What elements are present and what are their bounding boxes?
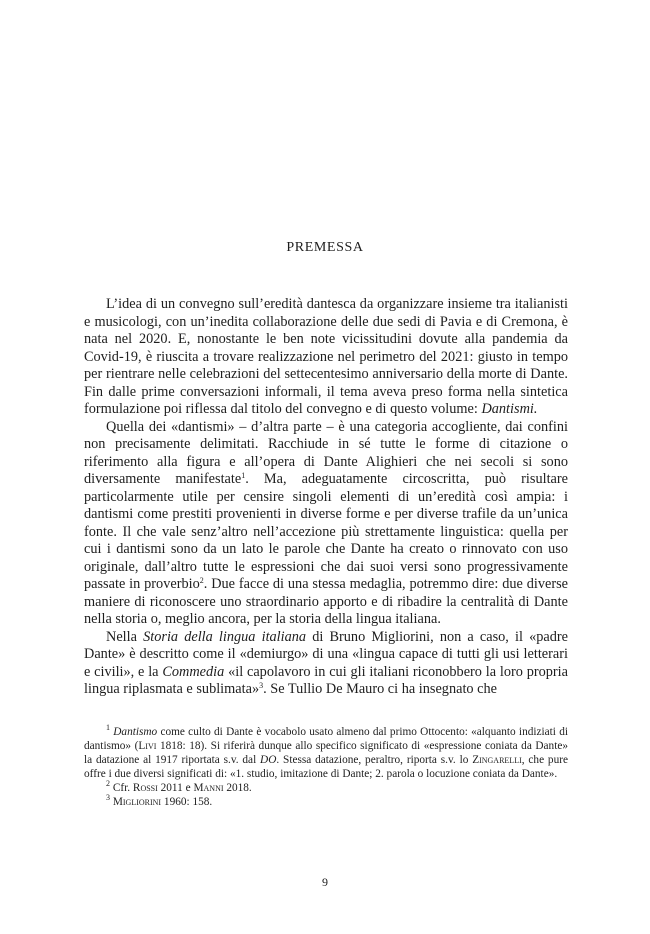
text-run: «il capolavoro in cui gli italiani riconobbero la loro propria lingua riplasmata e sublimata»: [84, 663, 568, 697]
footnote-2: [84, 781, 568, 795]
text-run: Cfr.: [110, 782, 133, 794]
paragraph-2: [84, 419, 568, 629]
text-run: Dantismo: [113, 726, 158, 738]
text-run: Manni: [193, 782, 224, 794]
text-run: Commedia: [162, 663, 225, 680]
text-run: Nella: [106, 628, 144, 645]
text-run: 2018.: [223, 782, 252, 794]
footnote-ref: 2: [199, 576, 204, 585]
text-run: 2011 e: [157, 782, 194, 794]
text-run: Storia della lingua italiana: [143, 628, 307, 645]
text-run: Livi: [138, 740, 157, 752]
paragraph-3: [84, 629, 568, 699]
text-run: Dantismi.: [481, 401, 538, 417]
main-text: [84, 296, 568, 699]
text-run: di Bruno Migliorini, non a caso, il «padre Dante» è descritto come il «demiurgo» di una «lingua capace di tutti gli usi letterari e civili», e la: [84, 628, 568, 680]
footnote-ref: 2: [106, 779, 110, 788]
paragraph-1: [84, 296, 568, 419]
text-run: . Se Tullio De Mauro ci ha insegnato che: [263, 681, 497, 697]
footnote-1: [84, 725, 568, 781]
text-run: Zingarelli: [472, 754, 522, 766]
text-run: Migliorini: [112, 796, 162, 808]
text-run: . Due facce di una stessa medaglia, potremmo dire: due diverse maniere di riconoscere uno straordinario apporto e di ribadire la centralità di Dante nella storia o, meglio ancora, per la storia della lingua italiana.: [84, 576, 569, 627]
footnote-ref: 1: [241, 471, 246, 480]
text-run: 1818: 18). Si riferirà dunque allo specifico significato di «espressione coniata da Dante» la datazione al 1917 riportata s.v. dal: [84, 740, 568, 766]
text-run: . Stessa datazione, peraltro, riporta s.v. lo: [276, 754, 473, 766]
text-run: , che pure offre i due diversi significati di: «1. studio, imitazione di Dante; 2. parola o locuzione coniata da Dante».: [84, 754, 568, 780]
text-run: Quella dei «dantismi» – d’altra parte – è una categoria accogliente, dai confini non precisamente delimitati. Racchiude in sé tutte le forme di citazione o riferimento alla figura e all’opera di Dante Alighieri che nei secoli si sono diversamente manifestate: [84, 418, 568, 487]
page-number: 9: [322, 875, 328, 889]
footnote-ref: 3: [259, 681, 264, 690]
text-run: L’idea di un convegno sull’eredità dantesca da organizzare insieme tra italianisti e musicologi, con un’inedita collaborazione delle due sedi di Pavia e di Cremona, è nata nel 2020. E, nonostante le ben note vicissitudini dovute alla pandemia da Covid-19, è riuscita a trovare realizzazione nel perimetro del 2021: giusto in tempo per rientrare nelle celebrazioni del settecentesimo anniversario della morte di Dante. Fin dalle prime conversazioni informali, il tema aveva preso forma nella sintetica formulazione poi riflessa dal titolo del convegno e di questo volume:: [84, 296, 568, 417]
page-title: PREMESSA: [286, 240, 364, 255]
text-run: Rossi: [132, 782, 158, 794]
text-run: come culto di Dante è vocabolo usato almeno dal primo Ottocento: «alquanto indiziati di dantismo» (: [84, 726, 568, 752]
text-run: . Ma, adeguatamente circoscritta, può risultare particolarmente utile per censire singoli elementi di un’eredità così ampia: i dantismi come prestiti provenienti in diverse forme e per diverse trafile da un’unica fonte. Il che vale senz’altro nell’accezione più strettamente linguistica: quella per cui i dantismi sono da un lato le parole che Dante ha creato o rinnovato con uso originale, dall’altro tutte le espressioni che dai suoi versi sono progressivamente passate in proverbio: [84, 471, 568, 592]
footnotes: [84, 725, 568, 809]
footnote-ref: 1: [106, 723, 110, 732]
footnote-3: [84, 795, 568, 809]
footnote-ref: 3: [106, 793, 110, 802]
text-run: DO: [260, 754, 277, 766]
text-run: 1960: 158.: [161, 796, 213, 808]
